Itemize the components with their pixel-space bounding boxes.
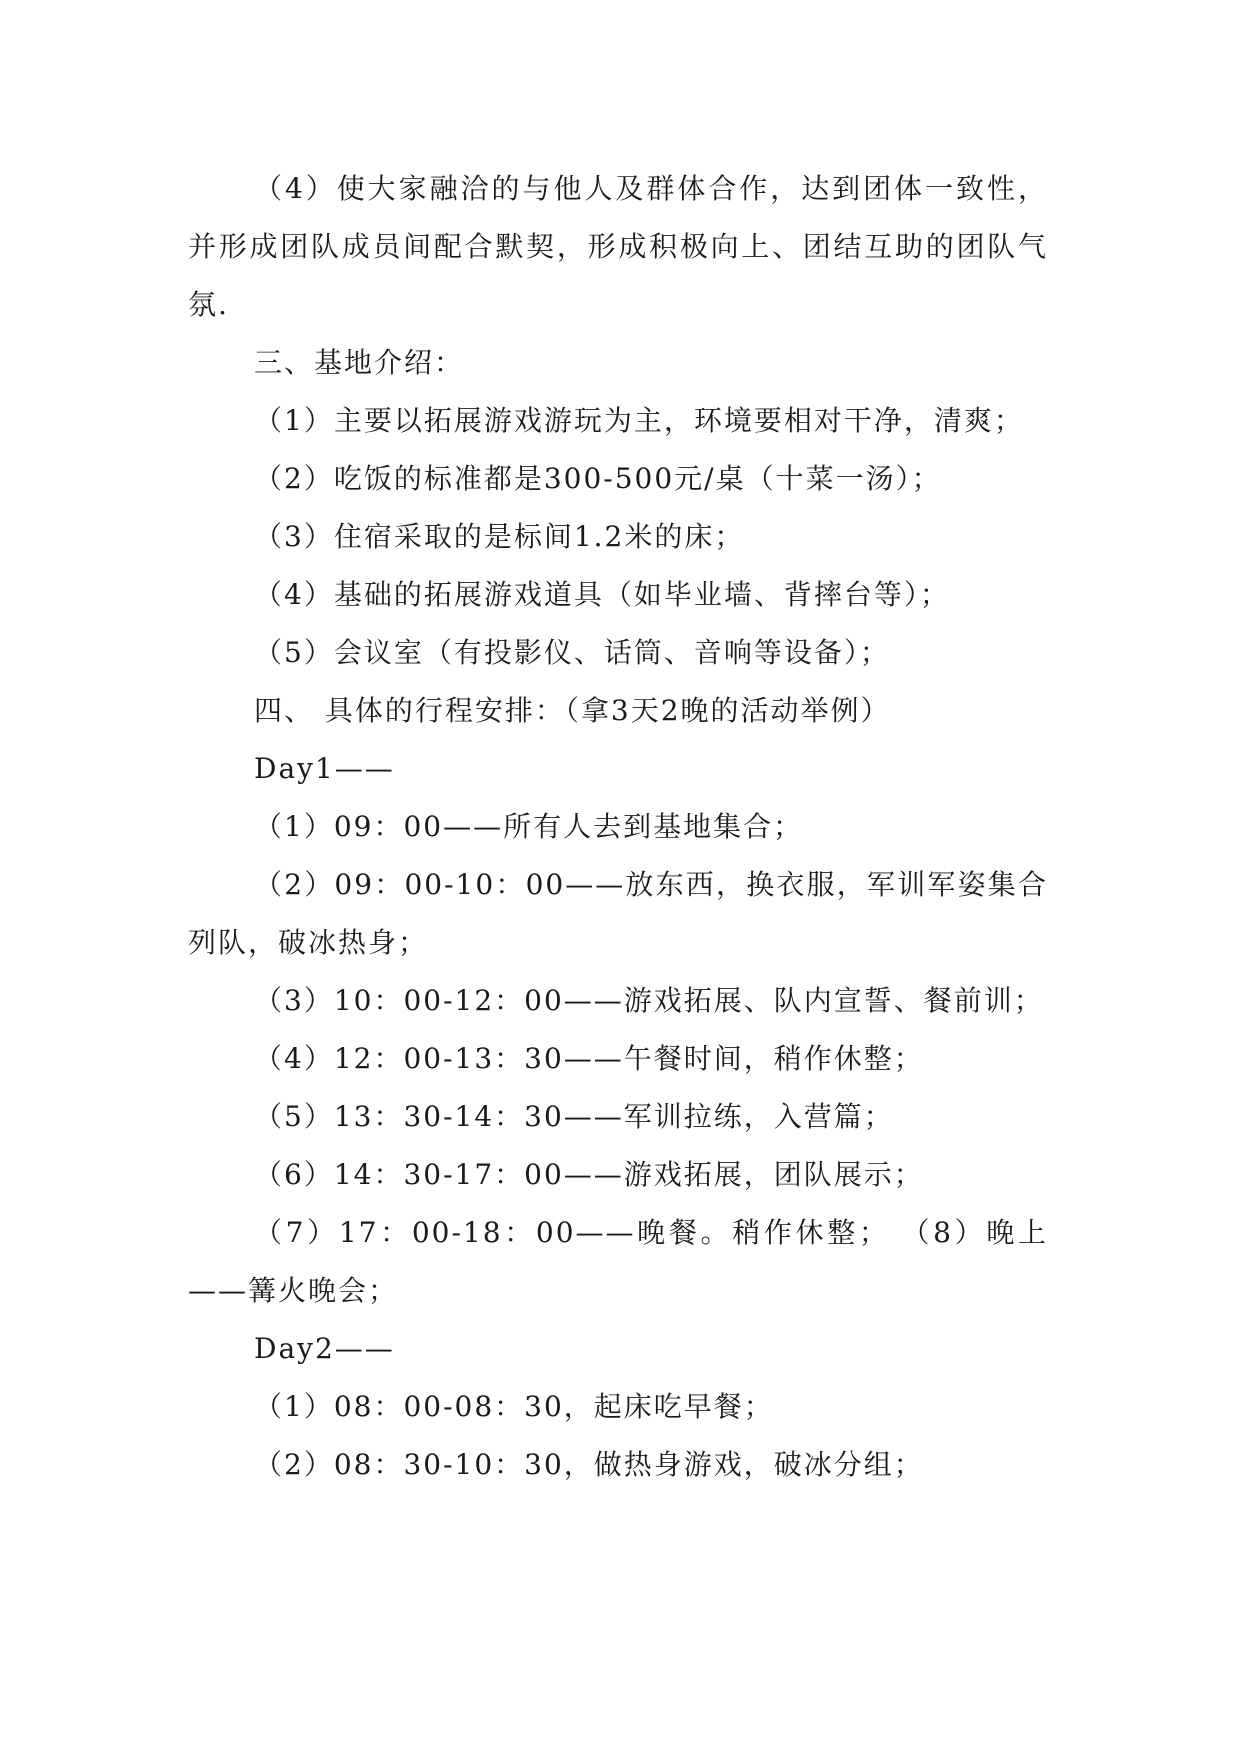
schedule-item-day1-3: （3）10：00-12：00——游戏拓展、队内宣誓、餐前训；: [254, 984, 1044, 1017]
day-heading-day1: Day1——: [254, 752, 395, 785]
schedule-item-day2-1: （1）08：00-08：30，起床吃早餐；: [254, 1390, 774, 1423]
schedule-item-day2-2: （2）08：30-10：30，做热身游戏，破冰分组；: [254, 1448, 924, 1481]
section-heading-schedule: 四、 具体的行程安排：（拿3天2晚的活动举例）: [254, 694, 891, 727]
paragraph-goal-4: （4）使大家融洽的与他人及群体合作，达到团体一致性，并形成团队成员间配合默契，形成积极向上、团结互助的团队气氛.: [188, 172, 1048, 321]
schedule-item-day1-5: （5）13：30-14：30——军训拉练，入营篇；: [254, 1100, 894, 1133]
paragraph-base-4: （4）基础的拓展游戏道具（如毕业墙、背摔台等）；: [254, 578, 950, 611]
schedule-item-day1-6: （6）14：30-17：00——游戏拓展，团队展示；: [254, 1158, 924, 1191]
section-heading-base-intro: 三、基地介绍：: [254, 346, 465, 379]
schedule-item-day1-1: （1）09：00——所有人去到基地集合；: [254, 810, 804, 843]
paragraph-base-5: （5）会议室（有投影仪、话筒、音响等设备）；: [254, 636, 890, 669]
paragraph-base-3: （3）住宿采取的是标间1.2米的床；: [254, 520, 745, 553]
schedule-item-day1-7: （7）17：00-18：00——晚餐。稍作休整； （8）晚上——篝火晚会；: [188, 1216, 1048, 1307]
schedule-item-day1-2: （2）09：00-10：00——放东西，换衣服，军训军姿集合列队，破冰热身；: [188, 868, 1048, 959]
paragraph-base-2: （2）吃饭的标准都是300-500元/桌（十菜一汤）；: [254, 462, 942, 495]
day-heading-day2: Day2——: [254, 1332, 395, 1365]
schedule-item-day1-4: （4）12：00-13：30——午餐时间，稍作休整；: [254, 1042, 924, 1075]
paragraph-base-1: （1）主要以拓展游戏游玩为主，环境要相对干净，清爽；: [254, 404, 1024, 437]
document-body: [188, 160, 1048, 1494]
